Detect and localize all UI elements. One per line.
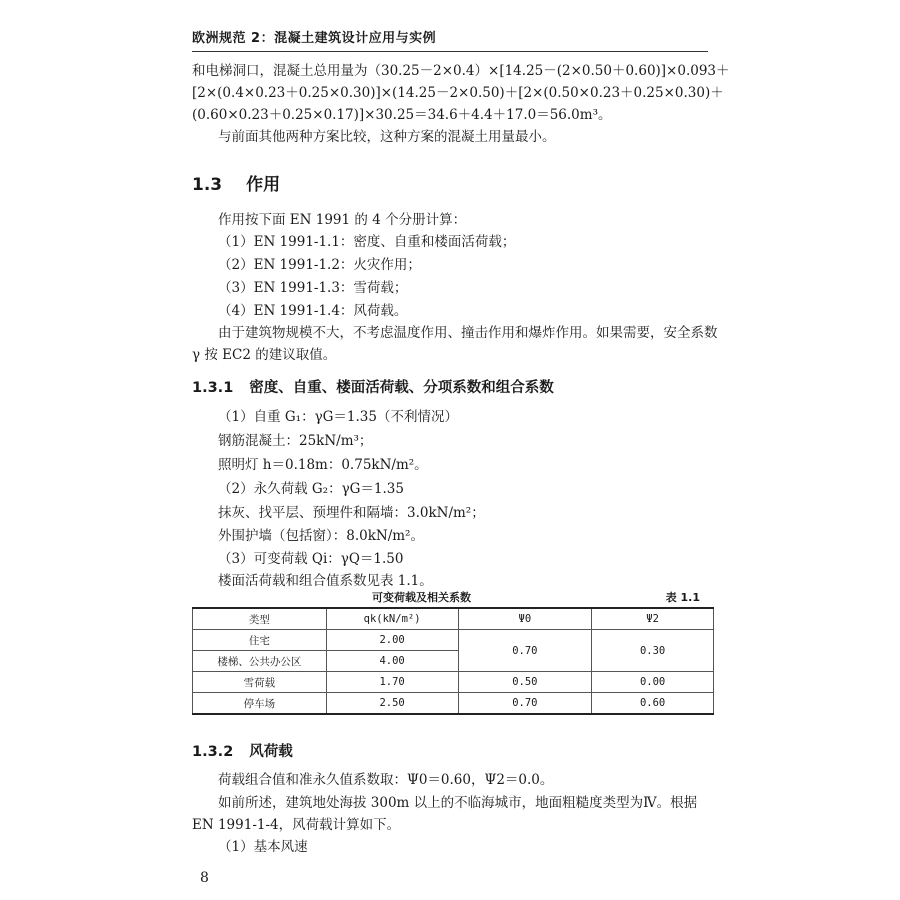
intro-line-1: 和电梯洞口，混凝土总用量为（30.25－2×0.4）×[14.25－(2×0.50＋0.60)]×0.093＋ xyxy=(192,63,730,79)
load-line: 外围护墙（包括窗）：8.0kN/m²。 xyxy=(218,528,424,544)
load-line: （2）永久荷载 G₂：γG＝1.35 xyxy=(218,481,404,497)
section-number: 1.3 xyxy=(192,175,223,195)
table-header-row xyxy=(193,608,714,630)
cell-psi0: 0.70 xyxy=(458,693,592,715)
intro-line-4: 与前面其他两种方案比较，这种方案的混凝土用量最小。 xyxy=(218,129,556,145)
section-title: 密度、自重、楼面活荷载、分项系数和组合系数 xyxy=(249,380,554,396)
table-label: 表 1.1 xyxy=(665,591,700,604)
table-row xyxy=(193,693,714,715)
load-line: 照明灯 h＝0.18m：0.75kN/m²。 xyxy=(218,457,428,473)
cell-psi2: 0.00 xyxy=(592,672,714,693)
cell-type: 雪荷载 xyxy=(193,672,327,693)
load-line: 楼面活荷载和组合值系数见表 1.1。 xyxy=(218,573,433,589)
actions-list-item: （4）EN 1991-1.4：风荷载。 xyxy=(218,303,408,319)
load-line: （1）自重 G₁：γG＝1.35（不利情况） xyxy=(218,409,458,425)
table-row xyxy=(193,672,714,693)
variable-loads-table xyxy=(192,607,714,715)
actions-intro: 作用按下面 EN 1991 的 4 个分册计算： xyxy=(218,212,467,228)
wind-subheading: （1）基本风速 xyxy=(218,839,308,855)
table-row xyxy=(193,630,714,651)
actions-list-item: （3）EN 1991-1.3：雪荷载； xyxy=(218,280,408,296)
section-number: 1.3.2 xyxy=(192,744,234,760)
actions-note-line-1: 由于建筑物规模不大，不考虑温度作用、撞击作用和爆炸作用。如果需要，安全系数 xyxy=(218,325,718,341)
header-qk: qk(kN/m²) xyxy=(326,608,458,630)
section-number: 1.3.1 xyxy=(192,380,234,396)
load-line: 钢筋混凝土：25kN/m³； xyxy=(218,433,373,449)
wind-coefficients: 荷载组合值和准永久值系数取：Ψ0＝0.60，Ψ2＝0.0。 xyxy=(218,772,554,788)
wind-para-line-2: EN 1991-1-4，风荷载计算如下。 xyxy=(192,817,401,833)
cell-psi0-merged: 0.70 xyxy=(458,630,592,672)
section-title: 作用 xyxy=(246,175,281,195)
cell-qk: 2.00 xyxy=(326,630,458,651)
intro-line-2: [2×(0.4×0.23＋0.25×0.30)]×(14.25－2×0.50)＋[2×(0.50×0.23＋0.25×0.30)＋ xyxy=(192,85,724,101)
section-1-3-heading xyxy=(192,170,280,195)
cell-type: 楼梯、公共办公区 xyxy=(193,651,327,672)
section-1-3-2-heading xyxy=(192,740,293,761)
wind-para-line-1: 如前所述，建筑地处海拔 300m 以上的不临海城市，地面粗糙度类型为Ⅳ。根据 xyxy=(218,795,698,811)
cell-type: 住宅 xyxy=(193,630,327,651)
cell-type: 停车场 xyxy=(193,693,327,715)
load-line: （3）可变荷载 Qi：γQ＝1.50 xyxy=(218,551,404,567)
header-type: 类型 xyxy=(193,608,327,630)
header-psi0: Ψ0 xyxy=(458,608,592,630)
cell-qk: 2.50 xyxy=(326,693,458,715)
cell-psi2-merged: 0.30 xyxy=(592,630,714,672)
running-header: 欧洲规范 2：混凝土建筑设计应用与实例 xyxy=(192,27,708,52)
header-psi2: Ψ2 xyxy=(592,608,714,630)
actions-note-line-2: γ 按 EC2 的建议取值。 xyxy=(192,347,337,363)
actions-list-item: （2）EN 1991-1.2：火灾作用； xyxy=(218,257,421,273)
table-title: 可变荷载及相关系数 xyxy=(372,591,471,604)
cell-qk: 4.00 xyxy=(326,651,458,672)
section-1-3-1-heading xyxy=(192,376,554,397)
load-line: 抹灰、找平层、预埋件和隔墙：3.0kN/m²； xyxy=(218,505,485,521)
section-title: 风荷载 xyxy=(249,744,293,760)
cell-psi0: 0.50 xyxy=(458,672,592,693)
intro-line-3: (0.60×0.23＋0.25×0.17)]×30.25＝34.6＋4.4＋17.0＝56.0m³。 xyxy=(192,107,612,123)
cell-psi2: 0.60 xyxy=(592,693,714,715)
cell-qk: 1.70 xyxy=(326,672,458,693)
page-number: 8 xyxy=(200,870,209,886)
actions-list-item: （1）EN 1991-1.1：密度、自重和楼面活荷载； xyxy=(218,234,516,250)
